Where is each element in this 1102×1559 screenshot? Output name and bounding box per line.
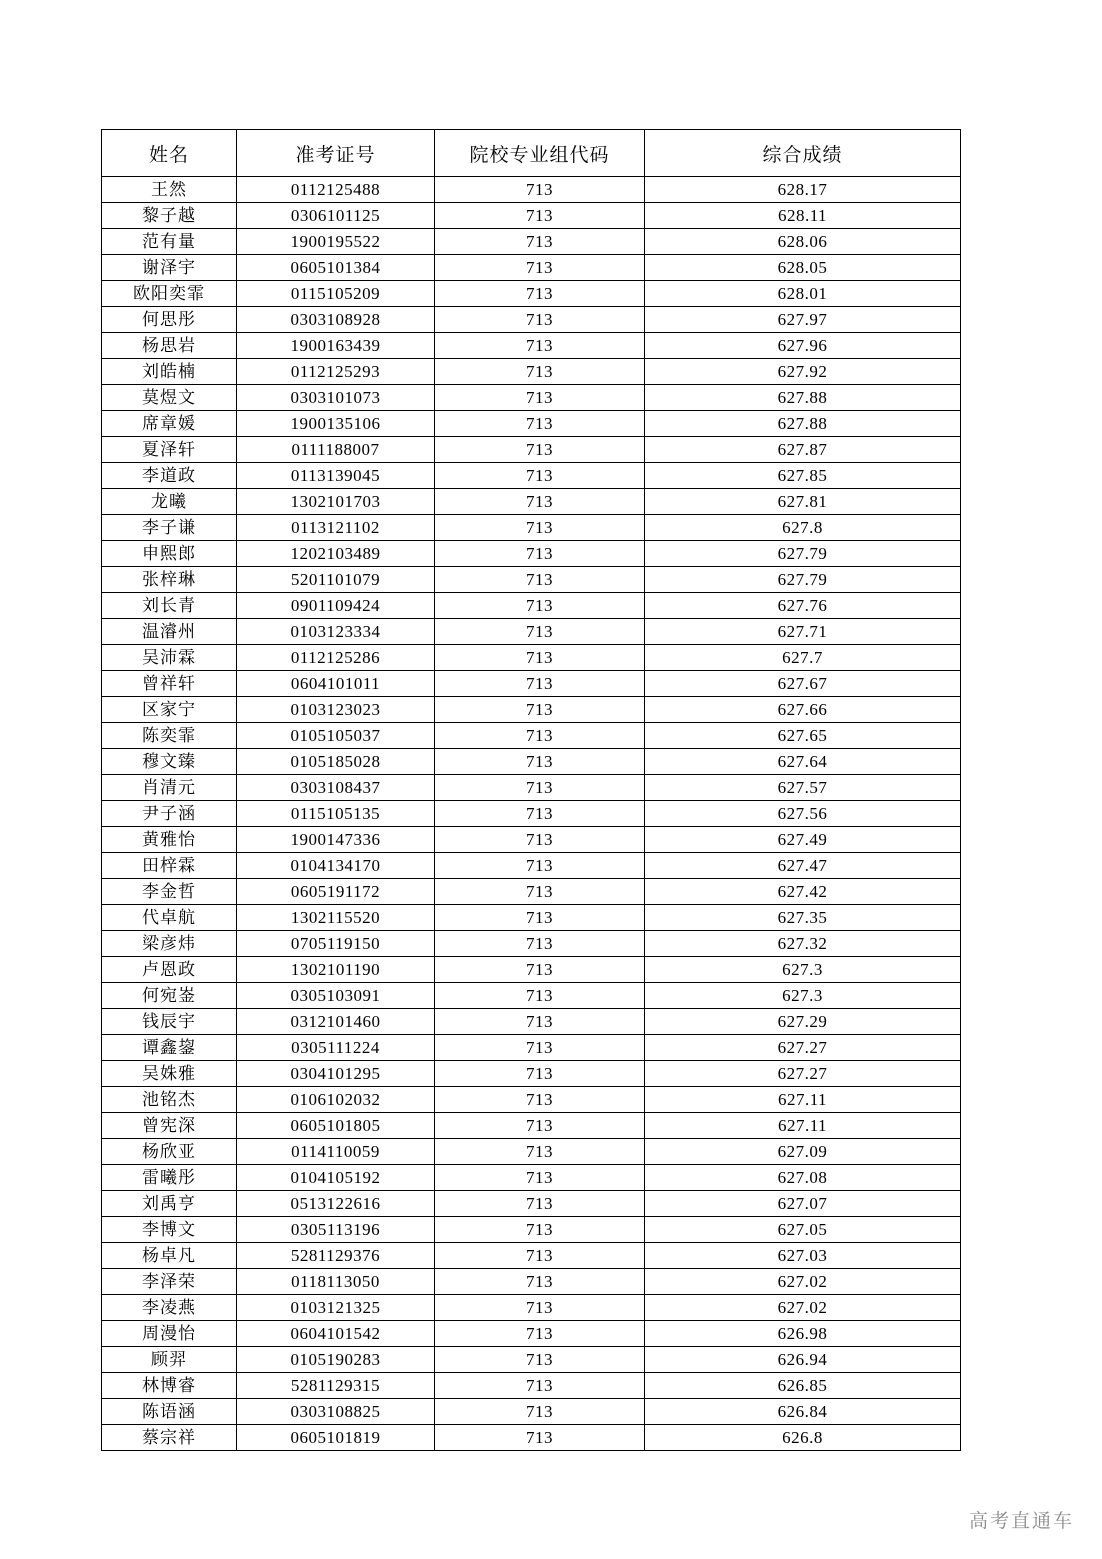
table-row <box>102 489 961 515</box>
cell-name: 夏泽轩 <box>102 437 237 463</box>
cell-score: 627.42 <box>645 879 961 905</box>
admission-score-table <box>101 129 961 1451</box>
cell-name: 代卓航 <box>102 905 237 931</box>
cell-name: 范有量 <box>102 229 237 255</box>
cell-code: 713 <box>435 931 645 957</box>
cell-admit: 1302101703 <box>237 489 435 515</box>
table-row <box>102 567 961 593</box>
table-row <box>102 879 961 905</box>
table-row <box>102 1295 961 1321</box>
table-row <box>102 1009 961 1035</box>
table-row <box>102 359 961 385</box>
table-row <box>102 697 961 723</box>
table-row <box>102 723 961 749</box>
cell-score: 627.76 <box>645 593 961 619</box>
cell-admit: 1202103489 <box>237 541 435 567</box>
cell-code: 713 <box>435 671 645 697</box>
cell-admit: 0112125488 <box>237 177 435 203</box>
table-row <box>102 177 961 203</box>
cell-code: 713 <box>435 1295 645 1321</box>
cell-score: 627.56 <box>645 801 961 827</box>
cell-admit: 0113139045 <box>237 463 435 489</box>
cell-code: 713 <box>435 1139 645 1165</box>
cell-score: 627.09 <box>645 1139 961 1165</box>
cell-code: 713 <box>435 359 645 385</box>
table-header-row <box>102 130 961 177</box>
table-row <box>102 1321 961 1347</box>
cell-admit: 5201101079 <box>237 567 435 593</box>
cell-score: 626.85 <box>645 1373 961 1399</box>
cell-code: 713 <box>435 177 645 203</box>
table-row <box>102 853 961 879</box>
cell-score: 627.11 <box>645 1087 961 1113</box>
cell-name: 李子谦 <box>102 515 237 541</box>
cell-name: 谢泽宇 <box>102 255 237 281</box>
cell-score: 627.49 <box>645 827 961 853</box>
table-row <box>102 983 961 1009</box>
cell-code: 713 <box>435 1191 645 1217</box>
table-row <box>102 775 961 801</box>
table-row <box>102 229 961 255</box>
table-row <box>102 385 961 411</box>
table-row <box>102 1373 961 1399</box>
cell-name: 李凌燕 <box>102 1295 237 1321</box>
cell-admit: 5281129376 <box>237 1243 435 1269</box>
cell-name: 杨卓凡 <box>102 1243 237 1269</box>
cell-admit: 0705119150 <box>237 931 435 957</box>
cell-admit: 0115105209 <box>237 281 435 307</box>
cell-admit: 0901109424 <box>237 593 435 619</box>
column-header-admit-ticket: 准考证号 <box>237 130 435 177</box>
table-row <box>102 749 961 775</box>
cell-code: 713 <box>435 645 645 671</box>
cell-score: 627.97 <box>645 307 961 333</box>
cell-score: 626.8 <box>645 1425 961 1451</box>
cell-admit: 0104134170 <box>237 853 435 879</box>
table-row <box>102 801 961 827</box>
cell-score: 627.64 <box>645 749 961 775</box>
cell-name: 莫煜文 <box>102 385 237 411</box>
cell-code: 713 <box>435 1243 645 1269</box>
cell-admit: 0305103091 <box>237 983 435 1009</box>
cell-admit: 0105185028 <box>237 749 435 775</box>
cell-score: 626.98 <box>645 1321 961 1347</box>
cell-score: 627.67 <box>645 671 961 697</box>
cell-score: 627.88 <box>645 385 961 411</box>
cell-score: 627.87 <box>645 437 961 463</box>
table-row <box>102 437 961 463</box>
cell-score: 627.65 <box>645 723 961 749</box>
cell-admit: 0111188007 <box>237 437 435 463</box>
cell-name: 黄雅怡 <box>102 827 237 853</box>
table-row <box>102 1087 961 1113</box>
cell-code: 713 <box>435 1347 645 1373</box>
cell-score: 627.05 <box>645 1217 961 1243</box>
table-row <box>102 905 961 931</box>
cell-admit: 0305111224 <box>237 1035 435 1061</box>
table-row <box>102 255 961 281</box>
cell-name: 吴姝雅 <box>102 1061 237 1087</box>
table-row <box>102 1243 961 1269</box>
column-header-major-group-code: 院校专业组代码 <box>435 130 645 177</box>
cell-code: 713 <box>435 697 645 723</box>
cell-score: 627.88 <box>645 411 961 437</box>
cell-code: 713 <box>435 437 645 463</box>
cell-code: 713 <box>435 203 645 229</box>
cell-admit: 0604101011 <box>237 671 435 697</box>
table-row <box>102 1061 961 1087</box>
cell-score: 627.96 <box>645 333 961 359</box>
cell-admit: 0112125286 <box>237 645 435 671</box>
cell-name: 李泽荣 <box>102 1269 237 1295</box>
cell-score: 627.92 <box>645 359 961 385</box>
table-row <box>102 619 961 645</box>
cell-admit: 0303108928 <box>237 307 435 333</box>
cell-score: 627.35 <box>645 905 961 931</box>
cell-name: 欧阳奕霏 <box>102 281 237 307</box>
cell-score: 628.17 <box>645 177 961 203</box>
cell-admit: 0103121325 <box>237 1295 435 1321</box>
table-row <box>102 463 961 489</box>
cell-code: 713 <box>435 463 645 489</box>
table-row <box>102 1139 961 1165</box>
cell-code: 713 <box>435 827 645 853</box>
cell-code: 713 <box>435 1165 645 1191</box>
cell-name: 池铭杰 <box>102 1087 237 1113</box>
cell-score: 627.3 <box>645 983 961 1009</box>
cell-code: 713 <box>435 1399 645 1425</box>
cell-admit: 1900195522 <box>237 229 435 255</box>
cell-name: 何思彤 <box>102 307 237 333</box>
cell-code: 713 <box>435 853 645 879</box>
cell-admit: 1900147336 <box>237 827 435 853</box>
cell-code: 713 <box>435 541 645 567</box>
cell-admit: 0303101073 <box>237 385 435 411</box>
cell-score: 627.47 <box>645 853 961 879</box>
cell-code: 713 <box>435 1087 645 1113</box>
cell-admit: 0305113196 <box>237 1217 435 1243</box>
table-body <box>102 177 961 1451</box>
cell-code: 713 <box>435 1217 645 1243</box>
cell-score: 627.3 <box>645 957 961 983</box>
cell-name: 周漫怡 <box>102 1321 237 1347</box>
cell-admit: 0105105037 <box>237 723 435 749</box>
cell-score: 628.01 <box>645 281 961 307</box>
cell-code: 713 <box>435 411 645 437</box>
cell-name: 刘长青 <box>102 593 237 619</box>
cell-score: 628.11 <box>645 203 961 229</box>
cell-admit: 0303108825 <box>237 1399 435 1425</box>
cell-score: 627.07 <box>645 1191 961 1217</box>
cell-admit: 0605101819 <box>237 1425 435 1451</box>
cell-admit: 0303108437 <box>237 775 435 801</box>
cell-score: 627.79 <box>645 567 961 593</box>
cell-score: 627.57 <box>645 775 961 801</box>
cell-admit: 0306101125 <box>237 203 435 229</box>
table-row <box>102 1217 961 1243</box>
cell-code: 713 <box>435 1035 645 1061</box>
table-row <box>102 671 961 697</box>
cell-admit: 0312101460 <box>237 1009 435 1035</box>
cell-code: 713 <box>435 593 645 619</box>
cell-admit: 0103123023 <box>237 697 435 723</box>
cell-score: 628.06 <box>645 229 961 255</box>
cell-name: 顾羿 <box>102 1347 237 1373</box>
cell-name: 钱辰宇 <box>102 1009 237 1035</box>
cell-name: 田梓霖 <box>102 853 237 879</box>
table-row <box>102 1347 961 1373</box>
cell-score: 627.32 <box>645 931 961 957</box>
cell-code: 713 <box>435 1373 645 1399</box>
table-row <box>102 593 961 619</box>
cell-score: 627.27 <box>645 1035 961 1061</box>
cell-score: 627.66 <box>645 697 961 723</box>
cell-code: 713 <box>435 1321 645 1347</box>
cell-code: 713 <box>435 905 645 931</box>
cell-name: 林博睿 <box>102 1373 237 1399</box>
cell-name: 雷曦彤 <box>102 1165 237 1191</box>
cell-score: 627.02 <box>645 1295 961 1321</box>
table-row <box>102 827 961 853</box>
cell-name: 李博文 <box>102 1217 237 1243</box>
cell-name: 刘皓楠 <box>102 359 237 385</box>
cell-name: 吴沛霖 <box>102 645 237 671</box>
cell-name: 尹子涵 <box>102 801 237 827</box>
cell-admit: 0304101295 <box>237 1061 435 1087</box>
cell-name: 王然 <box>102 177 237 203</box>
cell-admit: 0605101805 <box>237 1113 435 1139</box>
cell-name: 曾宪深 <box>102 1113 237 1139</box>
cell-code: 713 <box>435 333 645 359</box>
table-row <box>102 541 961 567</box>
cell-admit: 0106102032 <box>237 1087 435 1113</box>
cell-name: 李金哲 <box>102 879 237 905</box>
table-row <box>102 1035 961 1061</box>
table-row <box>102 203 961 229</box>
cell-name: 区家宁 <box>102 697 237 723</box>
cell-score: 627.11 <box>645 1113 961 1139</box>
cell-admit: 0605191172 <box>237 879 435 905</box>
cell-score: 627.29 <box>645 1009 961 1035</box>
cell-score: 627.03 <box>645 1243 961 1269</box>
table-row <box>102 1269 961 1295</box>
cell-score: 627.27 <box>645 1061 961 1087</box>
cell-code: 713 <box>435 723 645 749</box>
cell-name: 陈语涵 <box>102 1399 237 1425</box>
cell-code: 713 <box>435 775 645 801</box>
cell-code: 713 <box>435 801 645 827</box>
cell-admit: 1302115520 <box>237 905 435 931</box>
cell-score: 627.8 <box>645 515 961 541</box>
cell-code: 713 <box>435 983 645 1009</box>
cell-name: 杨思岩 <box>102 333 237 359</box>
cell-score: 627.81 <box>645 489 961 515</box>
table-row <box>102 1165 961 1191</box>
cell-code: 713 <box>435 281 645 307</box>
cell-code: 713 <box>435 879 645 905</box>
cell-name: 龙曦 <box>102 489 237 515</box>
cell-score: 626.84 <box>645 1399 961 1425</box>
cell-admit: 0114110059 <box>237 1139 435 1165</box>
cell-code: 713 <box>435 515 645 541</box>
cell-name: 何宛崟 <box>102 983 237 1009</box>
cell-admit: 0104105192 <box>237 1165 435 1191</box>
cell-code: 713 <box>435 1009 645 1035</box>
cell-code: 713 <box>435 1061 645 1087</box>
cell-name: 李道政 <box>102 463 237 489</box>
cell-code: 713 <box>435 1425 645 1451</box>
cell-code: 713 <box>435 567 645 593</box>
cell-score: 627.71 <box>645 619 961 645</box>
cell-code: 713 <box>435 307 645 333</box>
table-row <box>102 1425 961 1451</box>
cell-name: 杨欣亚 <box>102 1139 237 1165</box>
column-header-total-score: 综合成绩 <box>645 130 961 177</box>
cell-admit: 0105190283 <box>237 1347 435 1373</box>
cell-name: 蔡宗祥 <box>102 1425 237 1451</box>
table-row <box>102 1113 961 1139</box>
cell-score: 626.94 <box>645 1347 961 1373</box>
cell-name: 张梓琳 <box>102 567 237 593</box>
cell-score: 627.08 <box>645 1165 961 1191</box>
cell-code: 713 <box>435 749 645 775</box>
cell-code: 713 <box>435 489 645 515</box>
table-row <box>102 1399 961 1425</box>
cell-code: 713 <box>435 1113 645 1139</box>
cell-code: 713 <box>435 1269 645 1295</box>
table-row <box>102 931 961 957</box>
cell-name: 肖清元 <box>102 775 237 801</box>
cell-admit: 0113121102 <box>237 515 435 541</box>
cell-score: 628.05 <box>645 255 961 281</box>
cell-admit: 0115105135 <box>237 801 435 827</box>
cell-score: 627.02 <box>645 1269 961 1295</box>
cell-admit: 0118113050 <box>237 1269 435 1295</box>
cell-name: 陈奕霏 <box>102 723 237 749</box>
cell-admit: 0103123334 <box>237 619 435 645</box>
table-row <box>102 411 961 437</box>
cell-admit: 1302101190 <box>237 957 435 983</box>
cell-name: 黎子越 <box>102 203 237 229</box>
table-row <box>102 307 961 333</box>
table-row <box>102 1191 961 1217</box>
cell-code: 713 <box>435 619 645 645</box>
cell-admit: 5281129315 <box>237 1373 435 1399</box>
cell-code: 713 <box>435 229 645 255</box>
cell-name: 梁彦炜 <box>102 931 237 957</box>
cell-name: 温濬州 <box>102 619 237 645</box>
cell-admit: 0605101384 <box>237 255 435 281</box>
cell-score: 627.79 <box>645 541 961 567</box>
cell-name: 刘禹亨 <box>102 1191 237 1217</box>
cell-name: 曾祥轩 <box>102 671 237 697</box>
table-row <box>102 281 961 307</box>
table-row <box>102 957 961 983</box>
cell-admit: 1900163439 <box>237 333 435 359</box>
cell-admit: 1900135106 <box>237 411 435 437</box>
cell-code: 713 <box>435 255 645 281</box>
cell-name: 卢恩政 <box>102 957 237 983</box>
cell-name: 穆文臻 <box>102 749 237 775</box>
table-row <box>102 645 961 671</box>
cell-name: 谭鑫鋆 <box>102 1035 237 1061</box>
column-header-name: 姓名 <box>102 130 237 177</box>
cell-code: 713 <box>435 957 645 983</box>
cell-name: 申熙郎 <box>102 541 237 567</box>
table-header <box>102 130 961 177</box>
cell-score: 627.7 <box>645 645 961 671</box>
cell-admit: 0112125293 <box>237 359 435 385</box>
cell-code: 713 <box>435 385 645 411</box>
cell-admit: 0604101542 <box>237 1321 435 1347</box>
watermark: 高考直通车 <box>968 1511 1074 1532</box>
table-row <box>102 333 961 359</box>
cell-score: 627.85 <box>645 463 961 489</box>
table-row <box>102 515 961 541</box>
cell-name: 席章媛 <box>102 411 237 437</box>
cell-admit: 0513122616 <box>237 1191 435 1217</box>
